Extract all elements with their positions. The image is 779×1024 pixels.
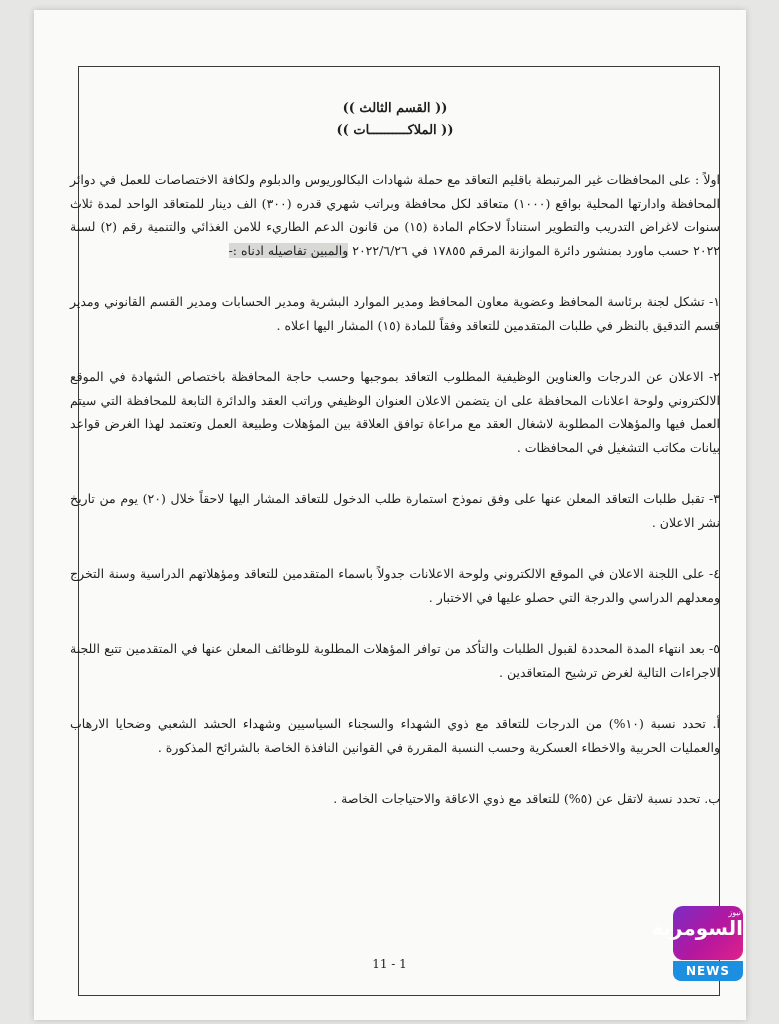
intro-highlight: والمبين تفاصيله ادناه :-	[228, 242, 349, 258]
item-3: ٣- تقبل طلبات التعاقد المعلن عنها على وفق نموذج استمارة طلب الدخول للتعاقد المشار اليها لاحقاً خلال (٢٠) يوم من تاريخ نشر الاعلان .	[70, 491, 720, 530]
section-title: (( القسم الثالث ))	[342, 101, 448, 116]
intro-text: اولاً : على المحافظات غير المرتبطة باقليم التعاقد مع حملة شهادات البكالوريوس والدبلوم ولكافة الاختصاصات للعمل في دوائر المحافظة وادارتها المحلية بواقع (١٠٠٠) متعاقد لكل محافظة وبراتب شهري قدره (٣٠٠) الف دينار للمتعاقد الواحد لمدة ثلاث سنوات لاغراض التدريب والتطوير استناداً لاحكام المادة (١٥) من قانون الدعم الطاريء للامن الغذائي والتنمية رقم (٢) لسنة ٢٠٢٢ حسب ماورد بمنشور دائرة الموازنة المرقم ١٧٨٥٥ في ٢٠٢٢/٦/٢٦	[70, 172, 720, 258]
document-body	[70, 98, 720, 833]
logo-brand-text: السومرية	[651, 916, 743, 940]
subsection-title: (( الملاكــــــــــات ))	[336, 123, 454, 138]
item-1: ١- تشكل لجنة برئاسة المحافظ وعضوية معاون المحافظ ومدير الموارد البشرية ومدير الحسابات ومدير القسم القانوني ومدير قسم التدقيق بالنظر في طلبات المتقدمين للتعاقد وفقاً للمادة (١٥) المشار اليها اعلاه .	[70, 294, 720, 333]
logo-news-label: NEWS	[673, 961, 743, 981]
sub-item-b: ب. تحدد نسبة لاتقل عن (٥%) للتعاقد مع ذوي الاعاقة والاحتياجات الخاصة .	[333, 791, 720, 806]
news-logo-watermark	[651, 906, 747, 982]
intro-paragraph	[70, 168, 720, 262]
sub-item-a: أ. تحدد نسبة (١٠%) من الدرجات للتعاقد مع ذوي الشهداء والسجناء السياسيين وشهداء الحشد الشعبي وضحايا الارهاب والعمليات الحربية والاخطاء العسكرية وحسب النسبة المقررة في القوانين النافذة الخاصة بالشرائح المذكورة .	[70, 716, 720, 755]
item-4: ٤- على اللجنة الاعلان في الموقع الالكتروني ولوحة الاعلانات جدولاً باسماء المتقدمين للتعاقد ومؤهلاتهم الدراسية وسنة التخرج ومعدلهم الدراسي والدرجة التي حصلو عليها في الاختبار .	[70, 566, 720, 605]
logo-small-text: نيوز	[728, 908, 741, 917]
item-5: ٥- بعد انتهاء المدة المحددة لقبول الطلبات والتأكد من توافر المؤهلات المطلوبة للوظائف المعلن عنها في المتقدمين تتبع اللجنة الاجراءات التالية لغرض ترشيح المتعاقدين .	[70, 641, 720, 680]
item-2: ٢- الاعلان عن الدرجات والعناوين الوظيفية المطلوب التعاقد بموجبها وحسب حاجة المحافظة باختصاص الشهادة في الموقع الالكتروني ولوحة اعلانات المحافظة على ان يتضمن الاعلان العنوان الوظيفي وراتب العقد والدائرة التابعة للمحافظة التي سيتم العمل فيها والمؤهلات المطلوبة لاشغال العقد مع مراعاة توافق العلاقة بين المؤهلات وطبيعة العمل وتعتمد لهذا الغرض قواعد بيانات مكاتب التشغيل في المحافظات .	[70, 369, 720, 455]
page-number: 11 - 1	[372, 957, 407, 971]
